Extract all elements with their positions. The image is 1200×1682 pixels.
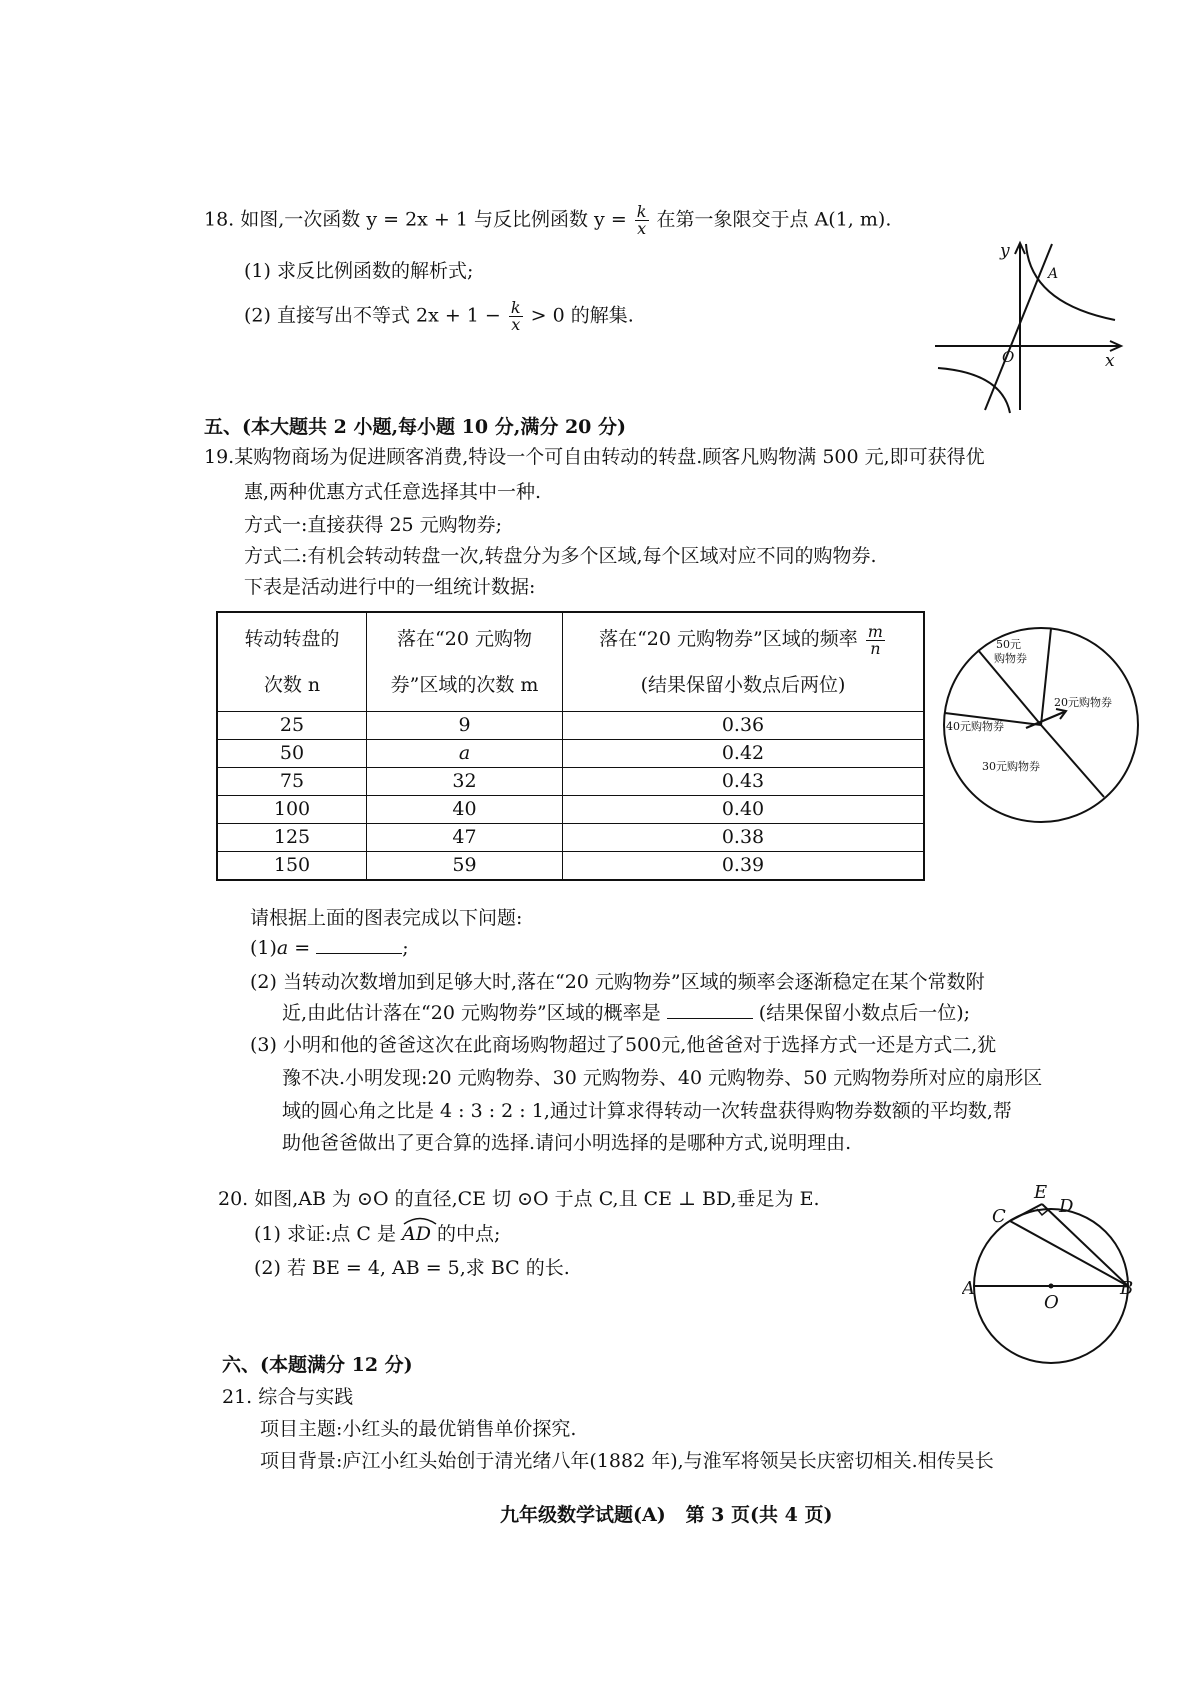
header-frequency-line2: (结果保留小数点后两位)	[640, 674, 846, 696]
q19-line2: 惠,两种优惠方式任意选择其中一种.	[244, 481, 542, 503]
cell-m: 40	[367, 796, 563, 824]
q20-label-e: E	[1034, 1182, 1048, 1203]
q18-fraction	[635, 204, 649, 237]
arc-symbol-icon	[402, 1215, 438, 1225]
q19-part2-line2-b: (结果保留小数点后一位);	[758, 1002, 971, 1024]
cell-f: 0.43	[563, 768, 925, 796]
header-n-line2: 次数 n	[263, 674, 321, 696]
cell-n: 50	[217, 740, 367, 768]
header-m-line1: 落在“20 元购物	[397, 628, 532, 650]
q19-part3-line3: 域的圆心角之比是 4 : 3 : 2 : 1,通过计算求得转动一次转盘获得购物券数额的平均数,帮	[282, 1100, 1012, 1122]
q18-part2-fraction	[509, 300, 523, 333]
cell-m: 9	[367, 712, 563, 740]
cell-m: a	[367, 740, 563, 768]
q19-part2-answer-blank[interactable]	[667, 999, 753, 1019]
cell-m: 47	[367, 824, 563, 852]
cell-f: 0.42	[563, 740, 925, 768]
q20-arc-label: AD	[402, 1223, 431, 1245]
header-frequency-line1	[563, 616, 923, 662]
table-header-row	[217, 612, 924, 712]
q19-part1-end: ;	[402, 937, 409, 959]
table-row	[217, 852, 924, 881]
q20-segment-ce	[1010, 1204, 1042, 1221]
cell-m: 59	[367, 852, 563, 881]
q19-part3-line2: 豫不决.小明发现:20 元购物券、30 元购物券、40 元购物券、50 元购物券所对应的扇形区	[282, 1067, 1043, 1089]
q19-part1-var: a	[276, 937, 289, 959]
q18-line	[985, 244, 1052, 410]
q20-circle-figure	[962, 1180, 1142, 1380]
cell-f: 0.36	[563, 712, 925, 740]
header-frequency-fraction	[866, 621, 885, 658]
cell-n: 125	[217, 824, 367, 852]
section6-heading: 六、(本题满分 12 分)	[222, 1354, 413, 1376]
q18-origin-label: O	[1002, 348, 1015, 366]
wheel-divider-4	[1041, 725, 1104, 797]
header-frequency-text: 落在“20 元购物券”区域的频率	[599, 628, 858, 650]
header-n-line1: 转动转盘的	[244, 628, 340, 650]
q18-stem-part-b: 在第一象限交于点 A(1, m).	[656, 208, 892, 231]
cell-f: 0.38	[563, 824, 925, 852]
q18-part2-frac-den: x	[509, 316, 523, 333]
cell-n: 75	[217, 768, 367, 796]
q20-label-o: O	[1044, 1292, 1059, 1313]
table-row	[217, 796, 924, 824]
frac-n: n	[866, 640, 885, 657]
table-row	[217, 768, 924, 796]
q20-part1-a: (1) 求证:点 C 是	[254, 1223, 396, 1245]
wheel-divider-1	[1041, 629, 1051, 726]
q18-part1: (1) 求反比例函数的解析式;	[244, 260, 474, 282]
q18-x-label: x	[1105, 351, 1115, 371]
cell-m: 32	[367, 768, 563, 796]
table-row	[217, 740, 924, 768]
q19-part1-eq: =	[288, 937, 311, 959]
frac-m: m	[867, 621, 883, 641]
q19-line4: 方式二:有机会转动转盘一次,转盘分为多个区域,每个区域对应不同的购物券.	[244, 545, 877, 567]
q18-point-a-label: A	[1048, 266, 1059, 282]
q20-part1-b: 的中点;	[437, 1223, 501, 1245]
q21-background: 项目背景:庐江小红头始创于清光绪八年(1882 年),与淮军将领吴长庆密切相关.相传吴长	[260, 1450, 994, 1472]
cell-f: 0.39	[563, 852, 925, 881]
q19-part1-number: (1)	[250, 937, 277, 959]
q19-prompt: 请根据上面的图表完成以下问题:	[250, 907, 523, 929]
q21-title: 21. 综合与实践	[222, 1386, 354, 1408]
header-m	[367, 612, 563, 712]
q20-label-b: B	[1120, 1278, 1134, 1299]
q18-graph	[930, 238, 1130, 418]
q21-theme: 项目主题:小红头的最优销售单价探究.	[260, 1418, 577, 1440]
wheel-label-50-line2: 购物券	[994, 652, 1027, 665]
q18-frac-num: k	[636, 202, 647, 221]
q19-part2-line2	[282, 998, 970, 1025]
wheel-label-40: 40元购物券	[946, 720, 1004, 733]
page-footer: 九年级数学试题(A) 第 3 页(共 4 页)	[500, 1504, 833, 1526]
wheel-label-50-line1: 50元	[996, 638, 1021, 651]
q18-frac-den: x	[635, 220, 649, 237]
cell-n: 25	[217, 712, 367, 740]
q18-part2-frac-num: k	[510, 298, 521, 317]
header-frequency	[563, 612, 925, 712]
q20-label-a: A	[962, 1278, 975, 1299]
q19-part2-line1: (2) 当转动次数增加到足够大时,落在“20 元购物券”区域的频率会逐渐稳定在某个常数附	[250, 971, 985, 993]
q20-part2: (2) 若 BE = 4, AB = 5,求 BC 的长.	[254, 1257, 570, 1279]
cell-n: 150	[217, 852, 367, 881]
q18-part2-b: > 0 的解集.	[530, 304, 634, 327]
wheel-label-30: 30元购物券	[982, 760, 1040, 773]
header-n	[217, 612, 367, 712]
q18-stem	[204, 204, 891, 237]
q19-part1	[250, 934, 409, 959]
cell-n: 100	[217, 796, 367, 824]
q18-stem-part-a: 如图,一次函数 y = 2x + 1 与反比例函数 y =	[240, 208, 627, 231]
q19-line1: 19.某购物商场为促进顾客消费,特设一个可自由转动的转盘.顾客凡购物满 500 元,即可获得优	[204, 446, 985, 468]
wheel-label-20: 20元购物券	[1054, 696, 1112, 709]
q19-line5: 下表是活动进行中的一组统计数据:	[244, 576, 536, 598]
q20-part1	[254, 1219, 500, 1246]
table-row	[217, 824, 924, 852]
q19-part3-line4: 助他爸爸做出了更合算的选择.请问小明选择的是哪种方式,说明理由.	[282, 1132, 852, 1154]
q18-number: 18.	[204, 208, 235, 231]
q20-label-d: D	[1059, 1196, 1074, 1217]
q20-arc-ad	[402, 1223, 431, 1245]
q18-hyperbola-q1	[1026, 244, 1115, 320]
q18-y-label: y	[1000, 241, 1010, 261]
cell-f: 0.40	[563, 796, 925, 824]
q18-part2	[244, 300, 634, 333]
q18-part2-a: (2) 直接写出不等式 2x + 1 −	[244, 304, 501, 327]
q19-line3: 方式一:直接获得 25 元购物券;	[244, 514, 503, 536]
header-m-line2: 券”区域的次数 m	[390, 674, 539, 696]
q20-center-point	[1049, 1284, 1054, 1289]
q19-part1-answer-blank[interactable]	[316, 934, 402, 954]
table-row	[217, 712, 924, 740]
q19-spinner-wheel	[936, 620, 1146, 830]
q20-stem: 20. 如图,AB 为 ⊙O 的直径,CE 切 ⊙O 于点 C,且 CE ⊥ BD,垂足为 E.	[218, 1188, 820, 1210]
q20-label-c: C	[992, 1206, 1006, 1227]
q19-part3-line1: (3) 小明和他的爸爸这次在此商场购物超过了500元,他爸爸对于选择方式一还是方式二,犹	[250, 1034, 997, 1056]
section5-heading: 五、(本大题共 2 小题,每小题 10 分,满分 20 分)	[204, 416, 626, 438]
q19-part2-line2-a: 近,由此估计落在“20 元购物券”区域的概率是	[282, 1002, 661, 1024]
q19-stats-table	[216, 611, 925, 881]
